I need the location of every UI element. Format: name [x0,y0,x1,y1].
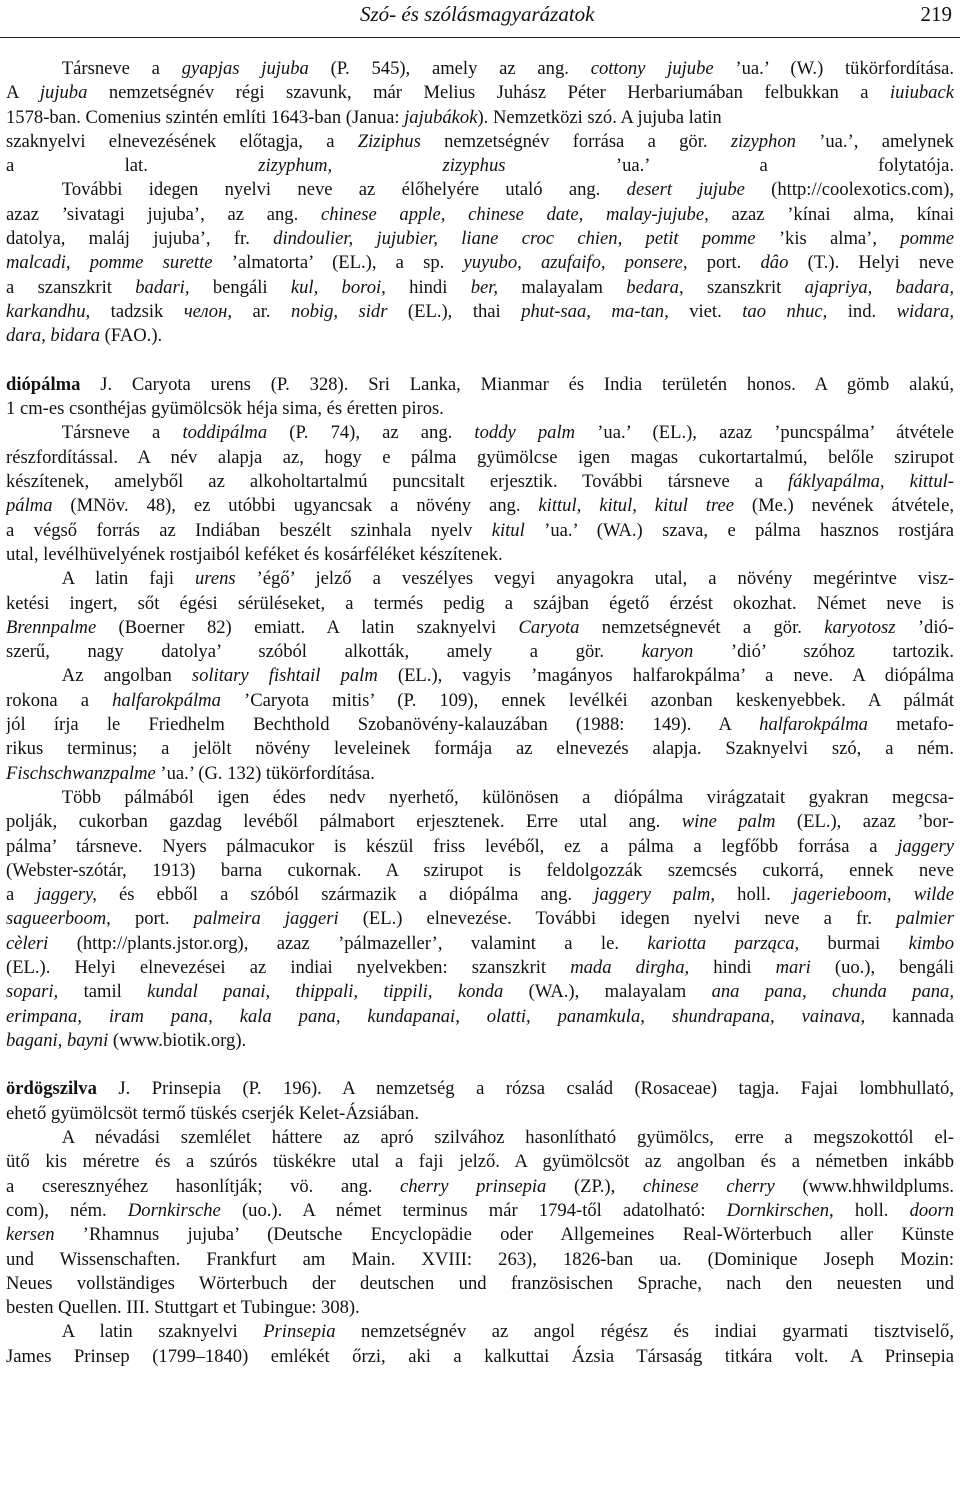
text-run: mada dirgha, [570,956,690,978]
text-line [6,1345,954,1369]
text-run: (EL.), vagyis ’magányos halfarokpálma’ a neve. A diópálma [377,665,954,687]
text-run: phut-saa, ma-tan, [521,300,669,322]
text-line [6,835,954,859]
text-run: halfarokpálma [759,714,868,736]
text-run: (www.hhwildplums. [774,1175,954,1197]
text-line [6,1296,954,1320]
text-line [6,1029,954,1053]
text-run: Dornkirschen, [726,1199,834,1221]
text-run: bedara, [626,276,684,298]
text-run: ’ua.’ (W.) tükörfordítása. [713,58,954,79]
text-line [6,1102,954,1126]
text-run: ’Caryota mitis’ (P. 109), ennek levélkéi azonban keskenyebbek. A pálmát [220,689,954,711]
text-run: ’ua.’ a folytatója. [505,155,954,177]
text-line [6,616,954,640]
text-line [6,251,954,275]
running-header [0,0,960,38]
text-run: 1578-ban. Comenius szintén említi 1643-ban (Janua: [6,106,405,128]
text-run: rokona a [6,689,113,711]
text-run: rikus terminus; a jelölt növény leveleinek formája az elnevezés alapja. Szaknyelvi szó, a ném. [6,738,954,760]
text-run: com), ném. [6,1199,128,1221]
text-run: ber, [470,276,499,298]
text-run: Caryota [518,616,580,638]
text-run: erimpana, iram pana, kala pana, kundapanai, olatti, panamkula, shundrapana, vainava, [6,1005,866,1027]
text-run: A latin szaknyelvi [6,1321,264,1343]
text-run: jajubákok [404,106,478,128]
page-number: 219 [920,2,952,26]
text-run: nemzetségnevét a gör. [579,616,825,638]
text-line [6,227,954,251]
text-run: utal, levélhüvelyének rostjaiból keféket és kosárféléket készítenek. [6,543,503,565]
text-line [6,1272,954,1296]
text-run: a szanszkrit [6,276,136,298]
text-run: burmai [799,932,909,954]
text-run: mari [775,956,811,978]
text-run: karyon [641,641,694,663]
text-run: toddy palm [474,422,576,444]
text-run: (MNöv. 48), ez utóbbi ugyancsak a növény ang. [52,495,539,517]
text-run: ketési ingert, sőt égési sérüléseket, a termés pedig a szájban égető érzést okozhat. Német neve is [6,592,954,614]
text-run: hindi [385,276,471,298]
text-line [6,810,954,834]
text-line [6,57,954,81]
text-run: челон, [183,300,232,322]
text-run: Dornkirsche [127,1199,221,1221]
text-line [6,980,954,1004]
text-run: desert jujube [626,179,745,201]
text-run: nemzetségnév az angol régész és indiai gyarmati tisztviselő, [335,1321,954,1343]
text-line [6,1320,954,1344]
text-run: kersen [6,1224,55,1246]
text-run: (Me.) nevének átvétele, [734,495,954,517]
text-run: J. Prinsepia (P. 196). A nemzetség a rózsa család (Rosaceae) tagja. Fajai lombhullató, [96,1078,954,1100]
text-run: port. [687,252,761,274]
text-run: malayalam [498,276,627,298]
text-run: nobig, sidr [291,300,388,322]
headword: diópálma [6,373,81,395]
text-run: (FAO.). [100,325,163,347]
text-run: (P. 545), amely az ang. [308,58,591,79]
text-run: (WA.), malayalam [503,981,712,1003]
text-run: Az angolban [6,665,192,687]
text-line [6,664,954,688]
text-run: port. [110,908,194,930]
text-run: ütő kis méretre és a szúrós tüskékre utal a faji jelző. A gyümölcsöt az angolban és a németben inkább [6,1151,954,1173]
text-run: (ZP.), [546,1175,643,1197]
text-run: pálma’ társneve. Nyers pálmacukor is készül friss levéből, ez a pálma a legfőbb forrása a [6,835,898,857]
text-run: bengáli [189,276,291,298]
text-run: ana pana, chunda pana, [711,981,954,1003]
text-run: halfarokpálma [112,689,221,711]
text-line [6,640,954,664]
text-run: sopari, [6,981,59,1003]
text-run: chinese apple, chinese date, malay-jujube, [320,203,709,225]
text-run: (EL.). Helyi elnevezései az indiai nyelvekben: szanszkrit [6,956,571,978]
text-run: jagerieboom, wilde [792,884,954,906]
text-line [6,762,954,786]
text-line [6,1248,954,1272]
text-run: palmeira jaggeri [193,908,339,930]
page-body [6,57,954,1369]
text-run: szaknyelvi elnevezésének előtagja, a [6,130,358,152]
text-run: Prinsepia [263,1321,336,1343]
text-run: kitul [491,519,525,541]
text-run: részfordítással. A név alapja az, hogy e pálma gyümölcse igen magas cukortartalmú, belőle szirupot [6,446,954,468]
text-run: ’ua.’ (WA.) szava, e pálma hasznos rostjára [524,519,954,541]
text-run: tao nhuc, [742,300,828,322]
text-run: (Webster-szótár, 1913) barna cukornak. A szirupot is feldolgozzák szemcsés cukorrá, ennek neve [6,859,954,881]
text-run: kimbo [908,932,954,954]
text-run: yuyubo, azufaifo, ponsere, [463,252,688,274]
text-line [6,421,954,445]
text-run: cottony jujube [590,58,714,79]
text-run: bagani, bayni [6,1029,109,1051]
text-line [6,737,954,761]
entry-ordogszilva [6,1077,954,1369]
text-line [6,276,954,300]
text-line [6,592,954,616]
text-run: polják, cukorban gazdag levéből pálmabort erjesztenek. Erre utal ang. [6,811,682,833]
text-run: James Prinsep (1799–1840) emlékét őrzi, aki a kalkuttai Ázsia Társaság titkára volt. A Prinsepia [6,1345,954,1367]
text-line [6,519,954,543]
text-run: holl. [833,1199,910,1221]
text-run: cèleri [6,932,49,954]
text-run: azaz ’sivatagi jujuba’, az ang. [6,203,321,225]
text-run: készítenek, amelyből az alkoholtartalmú puncsitalt erjesztik. További társneve a [6,471,789,493]
headword: ördögszilva [6,1078,97,1100]
text-line [6,300,954,324]
text-run: ’dió- [895,616,954,638]
text-run: fáklyapálma, kittul- [788,471,954,493]
text-run: gyapjas jujuba [181,58,309,79]
text-run: (uo.). A német terminus már 1794-től adatolható: [220,1199,727,1221]
text-run: cherry prinsepia [400,1175,547,1197]
text-run: sagueerboom, [6,908,111,930]
text-run: zizyphon [730,130,796,152]
text-run: ’dió’ szóhoz tartozik. [693,641,954,663]
text-run: pálma [6,495,53,517]
entry-spacer [6,1053,954,1077]
entry-diopalma [6,373,954,1053]
text-line [6,786,954,810]
text-run: jaggery [897,835,954,857]
text-line [6,494,954,518]
text-run: ’ua.’ (G. 132) tükörfordítása. [155,762,375,784]
text-run: tamil [58,981,148,1003]
text-run: szanszkrit [683,276,805,298]
text-line [6,567,954,591]
text-line [6,446,954,470]
text-line [6,130,954,154]
text-line [6,1175,954,1199]
text-run: palmier [896,908,954,930]
text-run: ’ua.’ (EL.), azaz ’puncspálma’ átvétele [575,422,954,444]
text-line [6,1223,954,1247]
text-run: kariotta parząca, [647,932,800,954]
text-run: a végső forrás az Indiában beszélt szinhala nyelv [6,519,492,541]
text-run: További idegen nyelvi neve az élőhelyére utaló ang. [6,179,627,201]
text-run: (Boerner 82) emiatt. A latin szaknyelvi [96,616,519,638]
text-run: (www.biotik.org). [108,1029,247,1051]
entry-spacer [6,349,954,373]
text-line [6,373,954,397]
text-line [6,1199,954,1223]
text-run: nemzetségnév régi szavunk, már Melius Juhász Péter Herbariumában felbukkan a [87,82,890,104]
text-line [6,543,954,567]
text-run: kundal panai, thippali, tippili, konda [147,981,504,1003]
text-run: widara, [896,300,954,322]
text-run: iuiuback [889,82,954,104]
text-run: dindoulier, jujubier, liane croc chien, petit pomme [273,228,756,250]
text-line [6,178,954,202]
text-line [6,932,954,956]
text-line [6,1126,954,1150]
text-line [6,956,954,980]
text-run: wine palm [681,811,776,833]
text-run: Több pálmából igen édes nedv nyerhető, különösen a diópálma virágzatait gyakran megcsa- [6,786,954,808]
text-run: urens [194,568,236,590]
text-run: ’kis alma’, [755,228,901,250]
text-run: Neues vollständiges Wörterbuch der deutschen und französischen Sprache, nach den neuesten und [6,1272,954,1294]
text-line [6,907,954,931]
text-line [6,689,954,713]
header-rule [0,37,960,38]
header-title: Szó- és szólásmagyarázatok [360,2,595,26]
text-run: ’almatorta’ (EL.), a sp. [212,252,464,274]
text-run: ar. [231,300,292,322]
text-run: badari, [135,276,190,298]
text-run: a lat. [6,155,259,177]
text-run: (EL.), azaz ’bor- [775,811,954,833]
text-run: J. Caryota urens (P. 328). Sri Lanka, Mianmar és India területén honos. A gömb alakú, [80,373,954,395]
text-run: tadzsik [90,300,184,322]
text-line [6,1150,954,1174]
text-run: A [6,82,40,104]
text-line [6,203,954,227]
text-line [6,106,954,130]
text-line [6,1005,954,1029]
text-run: ’égő’ jelző a veszélyes vegyi anyagokra utal, a növény megérintve visz- [235,568,954,590]
text-run: a cseresznyéhez hasonlítják; vö. ang. [6,1175,400,1197]
text-run: malcadi, pomme surette [6,252,213,274]
text-run: A névadási szemlélet háttere az apró szilvához hasonlítható gyümölcs, erre a megszokottól el- [6,1127,954,1149]
text-run: nemzetségnév forrása a gör. [420,130,731,152]
text-run: hindi [689,956,776,978]
text-run: Brennpalme [6,616,97,638]
text-run: dara, bidara [6,325,101,347]
text-run: toddipálma [182,422,268,444]
text-run: a [6,884,37,906]
text-run: (EL.), thai [387,300,522,322]
text-run: dâo [760,252,789,274]
text-run: ajapriya, badara, [804,276,954,298]
text-run: ehető gyümölcsöt termő tüskés cserjék Kelet-Ázsiában. [6,1102,420,1124]
text-run: ). Nemzetközi szó. A jujuba latin [477,106,722,128]
text-run: (uo.), bengáli [810,956,954,978]
text-run: ’ua.’, amelynek [795,130,954,152]
text-run: solitary fishtail palm [191,665,378,687]
text-line [6,397,954,421]
text-run: holl. [715,884,793,906]
text-run: ’Rhamnus jujuba’ (Deutsche Encyclopädie oder Allgemeines Real-Wörterbuch aller Künste [54,1224,954,1246]
text-run: pomme [900,228,954,250]
text-run: azaz ’kínai alma, kínai [708,203,954,225]
text-line [6,713,954,737]
text-run: kittul, kitul, kitul tree [538,495,734,517]
text-run: jól írja le Friedhelm Bechthold Szobanövény-kalauzában (1988: 149). A [6,714,760,736]
text-run: és ebből a szóból származik a diópálma ang. [96,884,595,906]
text-run: (P. 74), az ang. [267,422,475,444]
text-line [6,470,954,494]
text-run: szerű, nagy datolya’ szóból alkották, amely a gör. [6,641,642,663]
text-run: Fischschwanzpalme [6,762,156,784]
text-line [6,883,954,907]
text-run: Társneve a [6,422,183,444]
text-run: kul, boroi, [290,276,386,298]
text-line [6,81,954,105]
text-run: (T.). Helyi neve [788,252,954,274]
text-run: besten Quellen. III. Stuttgart et Tubingue: 308). [6,1297,360,1319]
text-line [6,1077,954,1101]
text-run: 1 cm-es csonthéjas gyümölcsök héja sima, és éretten piros. [6,398,444,420]
text-run: Ziziphus [357,130,421,152]
text-line [6,154,954,178]
text-run: zizyphum, zizyphus [258,155,506,177]
text-run: jaggery palm, [594,884,715,906]
text-run: metafo- [867,714,954,736]
text-run: ind. [827,300,897,322]
text-run: Társneve a [6,58,182,79]
text-run: karkandhu, [6,300,91,322]
text-run: datolya, maláj jujuba’, fr. [6,228,274,250]
text-run: karyotosz [824,616,896,638]
text-line [6,859,954,883]
entry-jujuba [6,57,954,349]
text-run: jaggery, [36,884,97,906]
text-run: A latin faji [6,568,195,590]
text-run: kannada [865,1005,954,1027]
text-run: chinese cherry [642,1175,775,1197]
text-run: (http://coolexotics.com), [744,179,954,201]
text-run: jujuba [39,82,88,104]
text-line [6,324,954,348]
text-run: (http://plants.jstor.org), azaz ’pálmazeller’, valamint a le. [48,932,648,954]
text-run: viet. [668,300,743,322]
text-run: doorn [909,1199,954,1221]
text-run: (EL.) elnevezése. További idegen nyelvi neve a fr. [338,908,897,930]
text-run: und Wissenschaften. Frankfurt am Main. XVIII: 263), 1826-ban ua. (Dominique Joseph Mozin: [6,1248,954,1270]
